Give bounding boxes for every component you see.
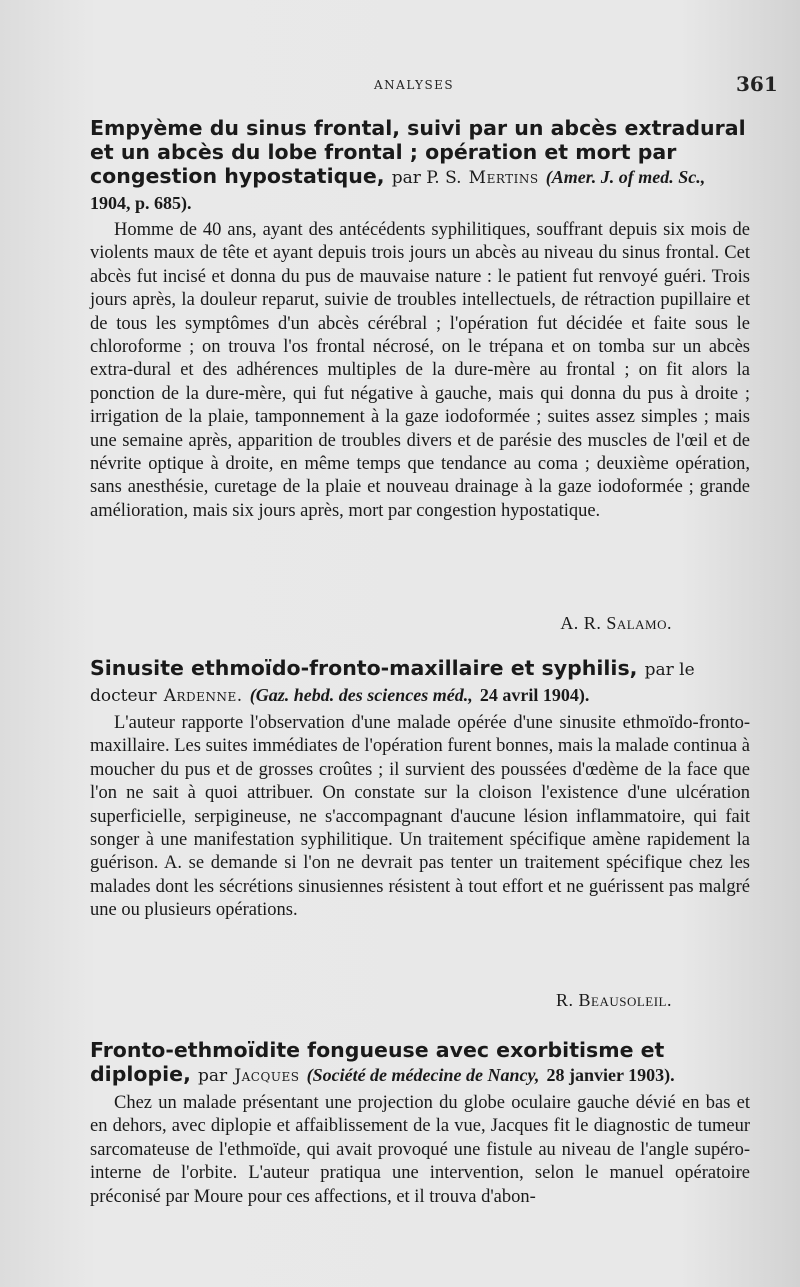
article-1-byline: par P. S. xyxy=(391,168,462,188)
article-3-body: Chez un malade présentant une projection du globe oculaire gauche dévié en bas et en dehors, avec diplopie et affaiblissement de la vue, Jacques fit le diagnostic de tumeur sarcomateuse de l'ethmoïde, qui avait provoqué une fistule au niveau de l'angle supéro-interne de l'orbite. L'auteur pratiqua une intervention, selon le manuel opératoire préconisé par Moure pour ces affections, et il trouva d'abon- xyxy=(90,1093,750,1207)
article-1-source-date: 1904, p. 685). xyxy=(90,193,192,213)
article-3-source: (Société de médecine de Nancy, xyxy=(306,1065,540,1085)
article-1-signature: A. R. Salamo. xyxy=(560,613,672,633)
article-1-title: Empyème du sinus frontal, suivi par un abcès extradural et un abcès du lobe frontal ; opération et mort par congestion hypostatique, xyxy=(90,116,746,188)
article-1-body: Homme de 40 ans, ayant des antécédents syphilitiques, souffrant depuis six mois de violents maux de tête et ayant depuis trois jours un abcès au niveau du sinus frontal. Cet abcès fut incisé et donna du pus de mauvaise nature : le patient fut renvoyé guéri. Trois jours après, la douleur reparut, suivie de troubles intellectuels, de rétraction pupillaire et de tous les symptômes d'un abcès cérébral ; l'opération fut décidée et faite sous le chloroforme ; on trouva l'os frontal nécrosé, on le trépana et on tomba sur un abcès extra-dural et des adhérences multiples de la dure-mère au frontal ; on fit alors la ponction de la dure-mère, qui fut négative à gauche, mais qui donna du pus à droite ; irrigation de la plaie, tamponnement à la gaze iodoformée ; suites assez simples ; mais une semaine après, apparition de troubles divers et de parésie des muscles de l'œil et de névrite optique à droite, en même temps que tendance au coma ; deuxième opération, sans anesthésie, curetage de la plaie et nouveau drainage à la gaze iodoformée ; grande amélioration, mais six jours après, mort par congestion hypostatique. xyxy=(90,220,750,521)
article-2-author: Ardenne. xyxy=(163,686,243,706)
article-1-heading xyxy=(90,116,750,215)
article-2-byline: par le docteur xyxy=(90,660,695,706)
article-3-author: Jacques xyxy=(234,1066,300,1086)
page-number: 361 xyxy=(736,72,778,96)
article-2-source-date: 24 avril 1904). xyxy=(479,685,590,705)
article-3 xyxy=(90,1038,750,1209)
article-2-title: Sinusite ethmoïdo-fronto-maxillaire et syphilis, xyxy=(90,656,638,680)
article-1-author: Mertins xyxy=(468,168,539,188)
article-2 xyxy=(90,656,750,923)
article-2-body: L'auteur rapporte l'observation d'une malade opérée d'une sinusite ethmoïdo-fronto-maxillaire. Les suites immédiates de l'opération furent bonnes, mais la malade continua à moucher du pus et de grosses croûtes ; il survient des poussées d'œdème de la face que l'on ne sait à quoi attribuer. On constate sur la cloison l'existence d'une ulcération superficielle, serpigineuse, ne s'accompagnant d'aucune lésion inflammatoire, qui fait songer à une manifestation syphilitique. Un traitement spécifique amène rapidement la guérison. A. se demande si l'on ne devrait pas tenter un traitement spécifique chez les malades dont les sécrétions sinusiennes résistent à tout effort et ne guérissent pas malgré une ou plusieurs opérations. xyxy=(90,713,750,921)
running-head: ANALYSES xyxy=(374,78,455,92)
article-2-source: (Gaz. hebd. des sciences méd., xyxy=(249,685,473,705)
article-1 xyxy=(90,116,750,523)
article-3-source-date: 28 janvier 1903). xyxy=(546,1065,675,1085)
article-3-title: Fronto-ethmoïdite fongueuse avec exorbitisme et diplopie, xyxy=(90,1038,665,1086)
article-3-byline: par xyxy=(198,1066,228,1086)
page-header xyxy=(0,72,800,102)
article-3-heading xyxy=(90,1038,750,1088)
article-2-signature: R. Beausoleil. xyxy=(556,990,672,1010)
article-1-source: (Amer. J. of med. Sc., xyxy=(545,167,706,187)
article-2-heading xyxy=(90,656,750,708)
